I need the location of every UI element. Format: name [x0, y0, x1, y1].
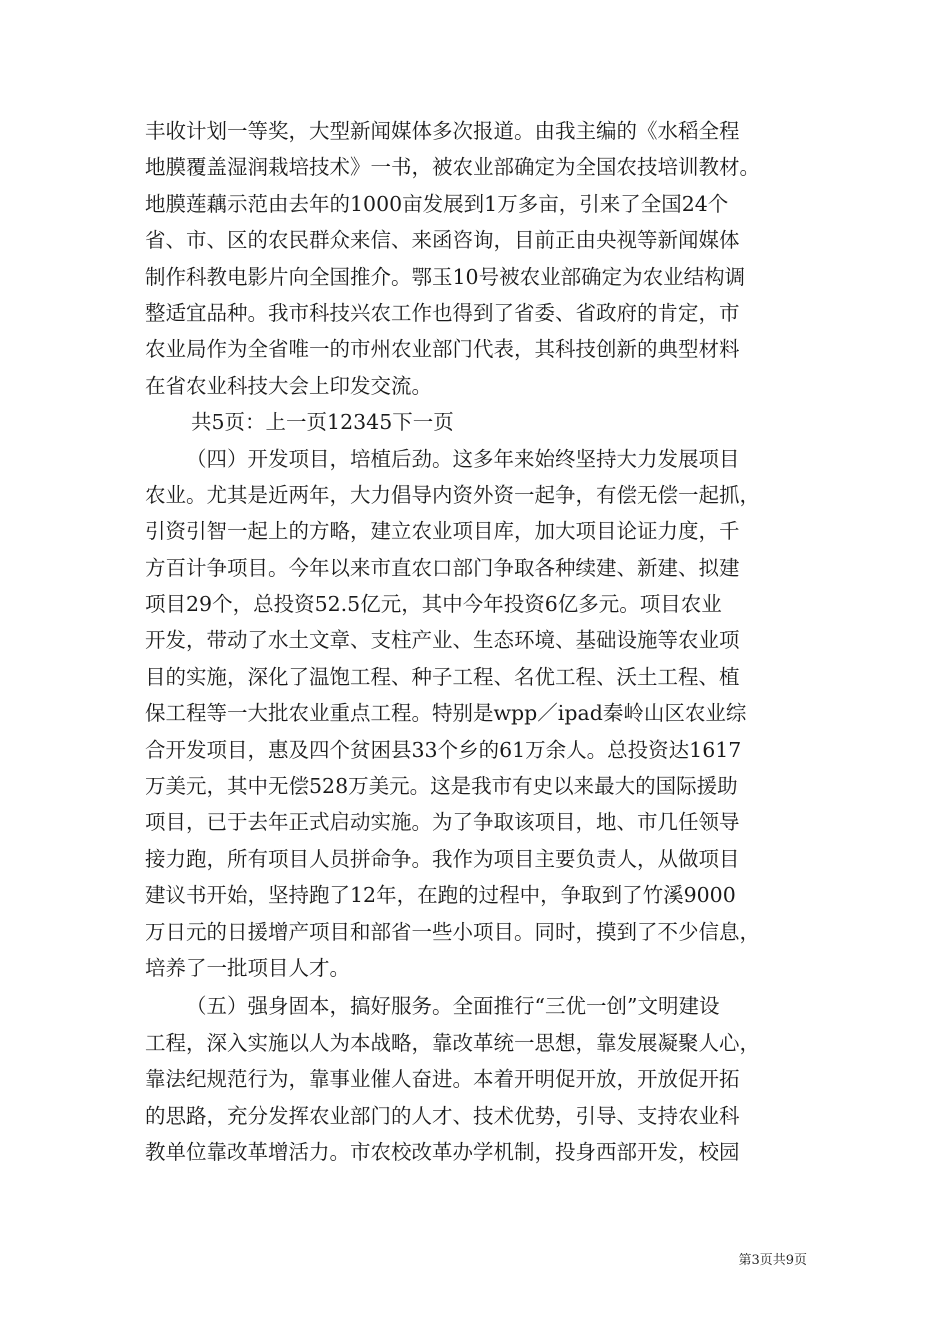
page-number-footer: 第3页共9页	[738, 1253, 807, 1268]
text-line: 靠法纪规范行为，靠事业催人奋进。本着开明促开放，开放促开拓	[145, 1067, 740, 1092]
text-line: 的思路，充分发挥农业部门的人才、技术优势，引导、支持农业科	[145, 1103, 740, 1128]
text-line: 目的实施，深化了温饱工程、种子工程、名优工程、沃土工程、植	[145, 664, 740, 689]
text-line: 保工程等一大批农业重点工程。特别是wpp／ipad秦岭山区农业综	[145, 701, 747, 726]
pagination-text: 共5页：上一页12345下一页	[191, 410, 454, 435]
document-body	[145, 113, 815, 1170]
text-line: 教单位靠改革增活力。市农校改革办学机制，投身西部开发，校园	[145, 1139, 740, 1164]
text-line: 工程，深入实施以人为本战略，靠改革统一思想，靠发展凝聚人心，	[145, 1030, 760, 1055]
text-line: 项目29个，总投资52.5亿元，其中今年投资6亿多元。项目农业	[145, 592, 722, 617]
text-line: 开发，带动了水土文章、支柱产业、生态环境、基础设施等农业项	[145, 628, 740, 653]
text-line: 建议书开始，坚持跑了12年，在跑的过程中，争取到了竹溪9000	[145, 883, 736, 908]
text-line: 万日元的日援增产项目和部省一些小项目。同时，摸到了不少信息，	[145, 919, 760, 944]
paragraph-2	[145, 441, 815, 987]
text-line: 引资引智一起上的方略，建立农业项目库，加大项目论证力度，千	[145, 519, 740, 544]
text-line: 整适宜品种。我市科技兴农工作也得到了省委、省政府的肯定，市	[145, 300, 740, 325]
text-line: （五）强身固本，搞好服务。全面推行“三优一创”文明建设	[186, 994, 720, 1019]
paragraph-1	[145, 113, 815, 404]
text-line: 制作科教电影片向全国推介。鄂玉10号被农业部确定为农业结构调	[145, 264, 746, 289]
text-line: 农业。尤其是近两年，大力倡导内资外资一起争，有偿无偿一起抓，	[145, 482, 760, 507]
text-line: 农业局作为全省唯一的市州农业部门代表，其科技创新的典型材料	[145, 337, 740, 362]
text-line: 项目，已于去年正式启动实施。为了争取该项目，地、市几任领导	[145, 810, 740, 835]
text-line: 合开发项目，惠及四个贫困县33个乡的61万余人。总投资达1617	[145, 737, 742, 762]
text-line: 省、市、区的农民群众来信、来函咨询，目前正由央视等新闻媒体	[145, 228, 740, 253]
text-line: 丰收计划一等奖，大型新闻媒体多次报道。由我主编的《水稻全程	[145, 119, 740, 143]
text-line: 方百计争项目。今年以来市直农口部门争取各种续建、新建、拟建	[145, 555, 740, 580]
text-line: （四）开发项目，培植后劲。这多年来始终坚持大力发展项目	[186, 446, 740, 471]
text-line: 接力跑，所有项目人员拼命争。我作为项目主要负责人，从做项目	[145, 846, 740, 871]
text-line: 地膜莲藕示范由去年的1000亩发展到1万多亩，引来了全国24个	[145, 191, 729, 216]
text-line: 在省农业科技大会上印发交流。	[145, 373, 432, 398]
text-line: 地膜覆盖湿润栽培技术》一书，被农业部确定为全国农技培训教材。	[145, 155, 760, 180]
text-line: 培养了一批项目人才。	[145, 956, 350, 980]
paragraph-3	[145, 988, 815, 1170]
text-line: 万美元，其中无偿528万美元。这是我市有史以来最大的国际援助	[145, 774, 738, 799]
